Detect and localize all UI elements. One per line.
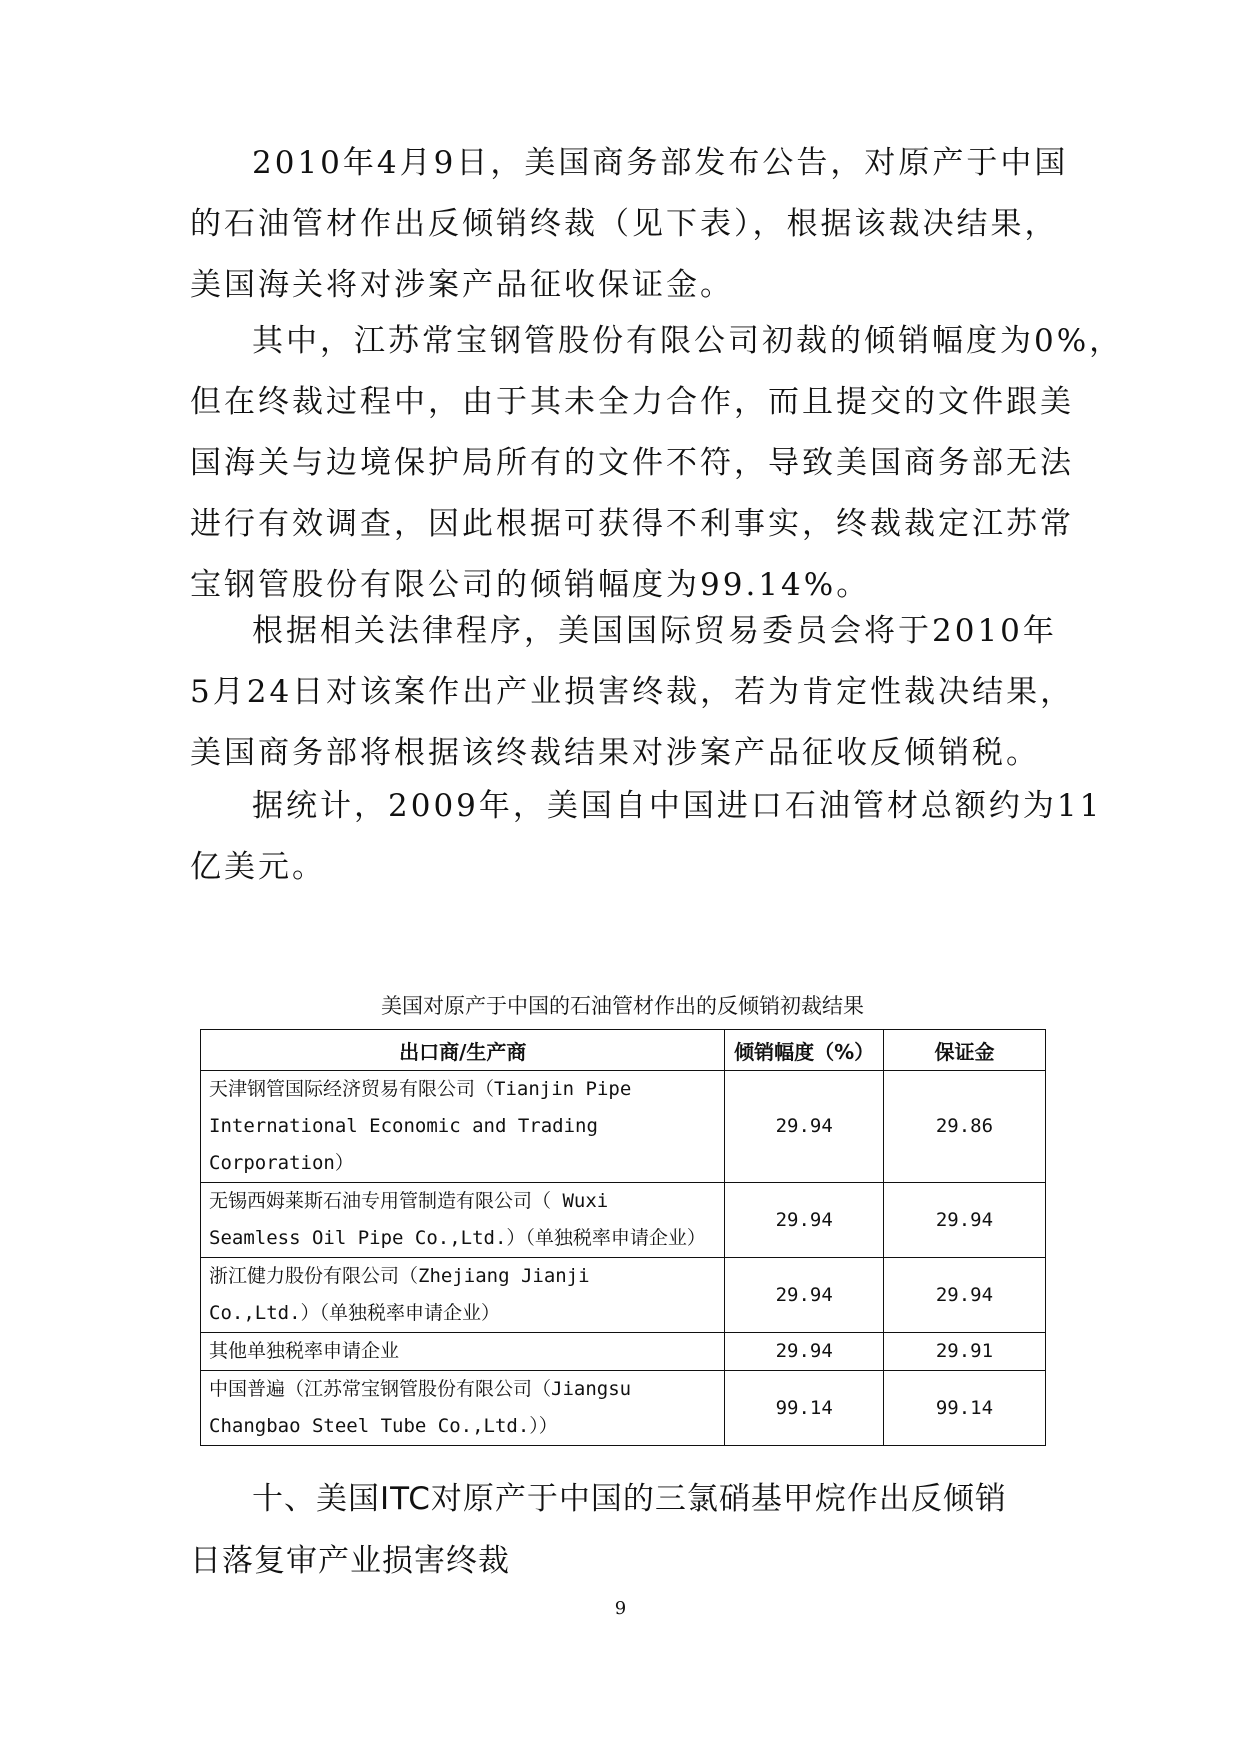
- table-caption: 美国对原产于中国的石油管材作出的反倾销初裁结果: [381, 994, 864, 1018]
- exporter-line: Seamless Oil Pipe Co.,Ltd.）（单独税率申请企业）: [209, 1227, 706, 1249]
- margin-cell: 29.94: [725, 1071, 883, 1183]
- exporter-cell: [201, 1333, 725, 1371]
- paragraph-1: [190, 133, 1069, 316]
- exporter-line: 浙江健力股份有限公司（Zhejiang Jianji: [209, 1265, 590, 1287]
- page-number: 9: [614, 1598, 627, 1619]
- antidumping-result-table: [200, 1029, 1046, 1446]
- exporter-line: 其他单独税率申请企业: [209, 1340, 400, 1362]
- paragraph-line: 但在终裁过程中，由于其未全力合作，而且提交的文件跟美: [190, 384, 1074, 420]
- deposit-cell: 29.91: [883, 1333, 1045, 1371]
- exporter-cell: [201, 1258, 725, 1333]
- header-exporter: 出口商/生产商: [201, 1030, 725, 1071]
- section-heading-line: 日落复审产业损害终裁: [190, 1543, 510, 1579]
- table-row: [201, 1183, 1046, 1258]
- paragraph-line: 5月24日对该案作出产业损害终裁，若为肯定性裁决结果，: [190, 674, 1075, 710]
- paragraph-line: 亿美元。: [190, 849, 326, 885]
- table-row: [201, 1333, 1046, 1371]
- exporter-line: 无锡西姆莱斯石油专用管制造有限公司（ Wuxi: [209, 1190, 609, 1212]
- exporter-line: Co.,Ltd.）（单独税率申请企业）: [209, 1302, 501, 1324]
- exporter-line: International Economic and Trading: [209, 1115, 598, 1137]
- exporter-cell: [201, 1071, 725, 1183]
- section-heading: [190, 1468, 1050, 1592]
- paragraph-line: 据统计，2009年，美国自中国进口石油管材总额约为11: [252, 788, 1103, 824]
- table-row: [201, 1071, 1046, 1183]
- deposit-cell: 29.86: [883, 1071, 1045, 1183]
- paragraph-line: 的石油管材作出反倾销终裁（见下表），根据该裁决结果，: [190, 206, 1059, 242]
- margin-cell: 99.14: [725, 1371, 883, 1446]
- deposit-cell: 29.94: [883, 1183, 1045, 1258]
- header-margin: 倾销幅度（%）: [725, 1030, 883, 1071]
- exporter-line: Corporation）: [209, 1152, 354, 1174]
- paragraph-line: 宝钢管股份有限公司的倾销幅度为99.14%。: [190, 567, 871, 603]
- paragraph-line: 根据相关法律程序，美国国际贸易委员会将于2010年: [252, 613, 1057, 649]
- margin-cell: 29.94: [725, 1333, 883, 1371]
- table-row: [201, 1371, 1046, 1446]
- deposit-cell: 99.14: [883, 1371, 1045, 1446]
- exporter-cell: [201, 1183, 725, 1258]
- paragraph-line: 美国海关将对涉案产品征收保证金。: [190, 267, 734, 303]
- exporter-cell: [201, 1371, 725, 1446]
- paragraph-4: [190, 776, 1103, 898]
- paragraph-line: 美国商务部将根据该终裁结果对涉案产品征收反倾销税。: [190, 735, 1040, 771]
- paragraph-2: [190, 311, 1124, 616]
- exporter-line: 天津钢管国际经济贸易有限公司（Tianjin Pipe: [209, 1078, 632, 1100]
- margin-cell: 29.94: [725, 1183, 883, 1258]
- header-deposit: 保证金: [883, 1030, 1045, 1071]
- table-row: [201, 1258, 1046, 1333]
- paragraph-line: 国海关与边境保护局所有的文件不符，导致美国商务部无法: [190, 445, 1074, 481]
- table-header-row: [201, 1030, 1046, 1071]
- paragraph-line: 2010年4月9日，美国商务部发布公告，对原产于中国: [252, 145, 1069, 181]
- paragraph-line: 进行有效调查，因此根据可获得不利事实，终裁裁定江苏常: [190, 506, 1074, 542]
- exporter-line: Changbao Steel Tube Co.,Ltd.））: [209, 1415, 558, 1437]
- exporter-line: 中国普遍（江苏常宝钢管股份有限公司（Jiangsu: [209, 1378, 632, 1400]
- margin-cell: 29.94: [725, 1258, 883, 1333]
- deposit-cell: 29.94: [883, 1258, 1045, 1333]
- paragraph-3: [190, 601, 1075, 784]
- section-heading-line: 十、美国ITC对原产于中国的三氯硝基甲烷作出反倾销: [252, 1481, 1007, 1517]
- paragraph-line: 其中，江苏常宝钢管股份有限公司初裁的倾销幅度为0%，: [252, 323, 1124, 359]
